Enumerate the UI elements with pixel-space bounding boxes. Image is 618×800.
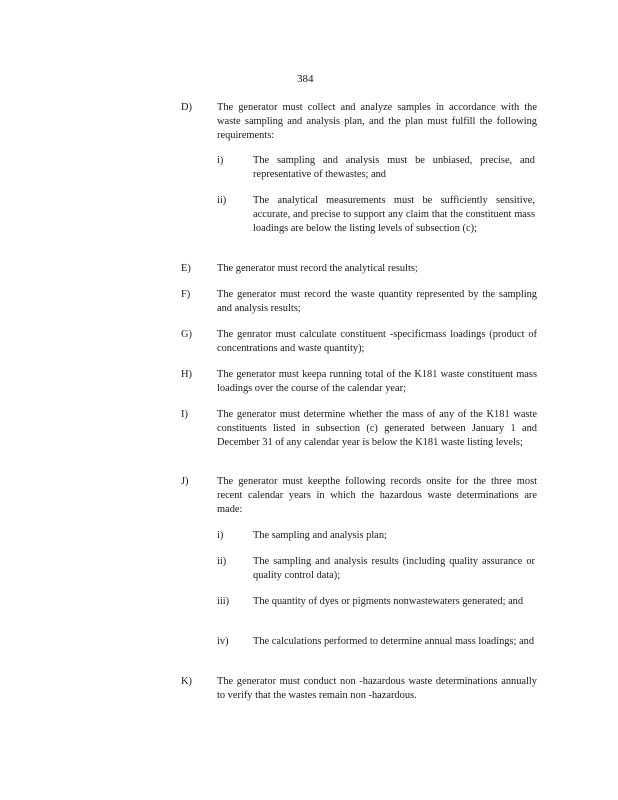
page-number: 384 — [297, 73, 314, 85]
item-j-sub-iv-text: The calculations performed to determine annual mass loadings; and — [253, 636, 535, 647]
item-f-text: The generator must record the waste quantity represented by the sampling and analysis results; — [217, 289, 537, 314]
item-d-sub-i-label: i) — [217, 155, 224, 166]
item-j-sub-ii-label: ii) — [217, 556, 227, 567]
item-e — [181, 262, 537, 276]
item-d-sub-ii — [217, 194, 535, 236]
item-k — [181, 675, 537, 703]
item-j-sub-ii-text: The sampling and analysis results (including quality assurance or quality control data); — [253, 556, 535, 581]
item-k-label: K) — [181, 676, 192, 687]
item-e-label: E) — [181, 263, 191, 274]
item-j-sub-iii — [217, 595, 535, 609]
item-k-text: The generator must conduct non -hazardous waste determinations annually to verify that the wastes remain non -hazardous. — [217, 676, 537, 701]
item-j-sub-ii — [217, 555, 535, 583]
item-j-text: The generator must keepthe following records onsite for the three most recent calendar years in which the hazardous waste determinations are made: — [217, 476, 537, 515]
item-d-text: The generator must collect and analyze samples in accordance with the waste sampling and analysis plan, and the plan must fulfill the following requirements: — [217, 102, 537, 141]
item-i-label: I) — [181, 409, 188, 420]
item-g — [181, 328, 537, 356]
item-j-sub-i-label: i) — [217, 530, 224, 541]
item-j-sub-iv — [217, 635, 535, 649]
item-e-text: The generator must record the analytical results; — [217, 263, 418, 274]
item-i — [181, 408, 537, 450]
item-j-sub-iii-text: The quantity of dyes or pigments nonwastewaters generated; and — [253, 596, 524, 607]
item-d — [181, 101, 537, 143]
item-i-text: The generator must determine whether the mass of any of the K181 waste constituents listed in subsection (c) generated between January 1 and December 31 of any calendar year is below the K181 waste listing levels; — [217, 409, 537, 448]
item-j-sub-i-text: The sampling and analysis plan; — [253, 530, 387, 541]
item-j — [181, 475, 537, 517]
item-h-label: H) — [181, 369, 192, 380]
item-d-sub-ii-label: ii) — [217, 195, 227, 206]
item-g-label: G) — [181, 329, 192, 340]
item-h-text: The generator must keepa running total of the K181 waste constituent mass loadings over the course of the calendar year; — [217, 369, 537, 394]
item-f-label: F) — [181, 289, 191, 300]
item-h — [181, 368, 537, 396]
item-g-text: The genrator must calculate constituent -specificmass loadings (product of concentrations and waste quantity); — [217, 329, 537, 354]
item-j-sub-iii-label: iii) — [217, 596, 230, 607]
item-d-sub-i-text: The sampling and analysis must be unbiased, precise, and representative of thewastes; and — [253, 155, 535, 180]
item-d-label: D) — [181, 102, 192, 113]
item-j-label: J) — [181, 476, 189, 487]
item-j-sub-iv-label: iv) — [217, 636, 229, 647]
item-f — [181, 288, 537, 316]
item-d-sub-ii-text: The analytical measurements must be sufficiently sensitive, accurate, and precise to support any claim that the constituent mass loadings are below the listing levels of subsection (c); — [253, 195, 535, 234]
item-j-sub-i — [217, 529, 535, 543]
item-d-sub-i — [217, 154, 535, 182]
